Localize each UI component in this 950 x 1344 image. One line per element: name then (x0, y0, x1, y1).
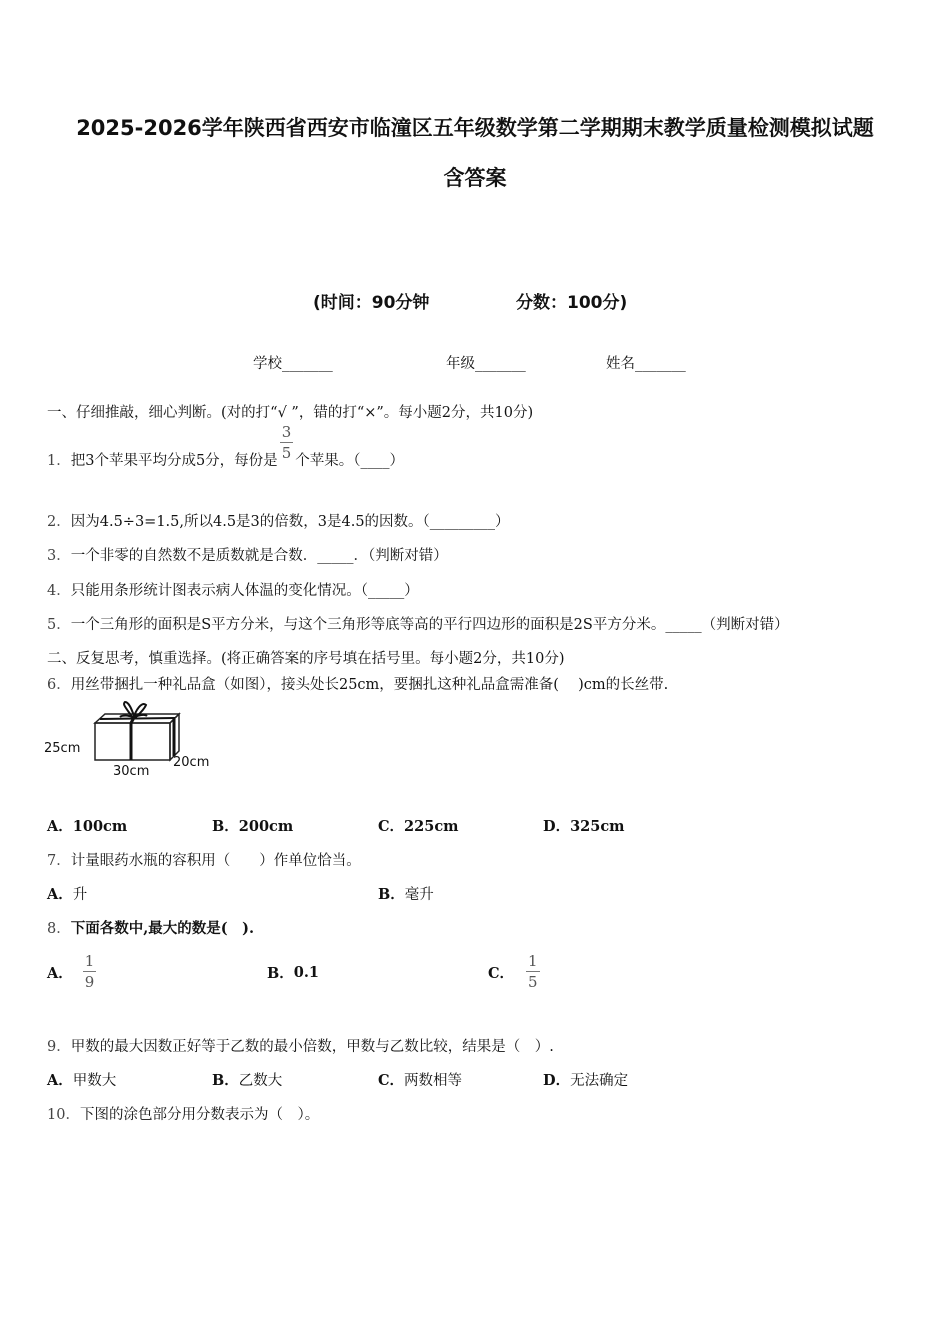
question-number: 3． (47, 548, 71, 564)
fraction-one-ninth (83, 954, 97, 990)
question-text: 只能用条形统计图表示病人体温的变化情况。（_____） (70, 583, 419, 599)
question-6 (47, 673, 668, 694)
q8-option-c (488, 950, 542, 994)
question-2 (47, 510, 510, 531)
denominator: 5 (528, 973, 538, 991)
option-label: B． (378, 886, 405, 903)
question-4 (47, 579, 419, 600)
question-text: 计量眼药水瓶的容积用（ ）作单位恰当。 (70, 853, 361, 869)
q6-option-d (543, 815, 625, 836)
exam-time: (时间：90分钟 (313, 293, 430, 313)
exam-score: 分数：100分) (516, 293, 628, 313)
option-text: 200cm (238, 818, 294, 835)
q9-option-d (543, 1069, 628, 1090)
option-label: A． (47, 964, 73, 982)
option-text: 甲数大 (72, 1073, 117, 1089)
option-label: C． (378, 818, 405, 835)
denominator: 5 (281, 444, 292, 462)
question-3 (47, 544, 448, 565)
option-label: B． (267, 964, 294, 982)
numerator: 3 (281, 423, 292, 441)
option-label: D． (543, 1072, 571, 1089)
q8-option-a (47, 950, 98, 994)
question-1 (47, 423, 404, 470)
option-text: 325cm (570, 818, 625, 835)
option-label: B． (212, 1072, 239, 1089)
question-text: 一个三角形的面积是S平方分米，与这个三角形等底等高的平行四边形的面积是2S平方分米。_____（判断对错） (70, 617, 789, 633)
option-text: 两数相等 (404, 1073, 463, 1089)
question-number: 2． (47, 514, 71, 530)
q6-option-b (212, 815, 293, 836)
question-text: 甲数的最大因数正好等于乙数的最小倍数，甲数与乙数比较，结果是（ ）. (70, 1039, 554, 1055)
question-text: 下面各数中,最大的数是( ). (70, 920, 255, 937)
question-number: 1． (47, 453, 71, 469)
option-text: 100cm (72, 818, 128, 835)
question-number: 7． (47, 853, 71, 869)
option-label: D． (543, 818, 571, 835)
question-number: 6． (47, 677, 71, 693)
option-text: 0.1 (293, 963, 319, 981)
option-text: 无法确定 (570, 1073, 629, 1089)
question-text-end: 个苹果。（____） (295, 453, 404, 469)
option-label: A． (47, 818, 73, 835)
numerator: 1 (84, 952, 95, 970)
box-height-label: 25cm (44, 741, 81, 756)
fraction-three-fifths (280, 425, 294, 461)
question-text: 一个非零的自然数不是质数就是合数．_____．（判断对错） (70, 548, 448, 564)
option-text: 225cm (404, 818, 459, 835)
q7-option-b (378, 883, 434, 904)
option-text: 乙数大 (238, 1073, 283, 1089)
question-8 (47, 917, 254, 938)
grade-field: 年级_______ (446, 356, 526, 372)
document-title-line1: 2025-2026学年陕西省西安市临潼区五年级数学第二学期期末教学质量检测模拟试题 (76, 116, 874, 140)
question-10 (47, 1103, 319, 1124)
question-text: 下图的涂色部分用分数表示为（ ）。 (79, 1107, 320, 1123)
q7-option-a (47, 883, 87, 904)
option-label: B． (212, 818, 239, 835)
q8-option-b (267, 950, 319, 994)
question-number: 4． (47, 583, 71, 599)
box-width-label: 20cm (173, 755, 210, 770)
question-number: 10． (47, 1107, 80, 1123)
gift-box-figure (40, 700, 220, 785)
q9-option-a (47, 1069, 116, 1090)
question-7 (47, 849, 361, 870)
option-label: A． (47, 886, 73, 903)
denominator: 9 (84, 973, 95, 991)
question-number: 9． (47, 1039, 71, 1055)
document-title-line2: 含答案 (443, 166, 507, 190)
section2-heading: 二、反复思考，慎重选择。(将正确答案的序号填在括号里。每小题2分，共10分) (47, 651, 565, 667)
school-field: 学校_______ (253, 356, 333, 372)
option-label: A． (47, 1072, 73, 1089)
q6-option-c (378, 815, 459, 836)
option-text: 毫升 (404, 887, 434, 903)
name-field: 姓名_______ (606, 356, 686, 372)
fraction-one-fifth (526, 954, 540, 990)
option-label: C． (378, 1072, 405, 1089)
option-label: C． (488, 964, 515, 982)
question-text: 把3个苹果平均分成5分，每份是 (70, 453, 278, 469)
question-5 (47, 613, 789, 634)
question-number: 5． (47, 617, 71, 633)
q9-option-c (378, 1069, 462, 1090)
question-9 (47, 1035, 554, 1056)
box-length-label: 30cm (113, 764, 150, 779)
numerator: 1 (528, 952, 538, 970)
question-text: 因为4.5÷3=1.5,所以4.5是3的倍数，3是4.5的因数。（_________） (70, 514, 510, 530)
option-text: 升 (72, 887, 88, 903)
q6-option-a (47, 815, 127, 836)
section1-heading: 一、仔细推敲，细心判断。(对的打“√ ”，错的打“×”。每小题2分，共10分) (47, 405, 534, 421)
question-text: 用丝带捆扎一种礼品盒（如图），接头处长25cm，要捆扎这种礼品盒需准备( )cm的长丝带. (70, 677, 669, 693)
q9-option-b (212, 1069, 282, 1090)
question-number: 8． (47, 921, 71, 937)
